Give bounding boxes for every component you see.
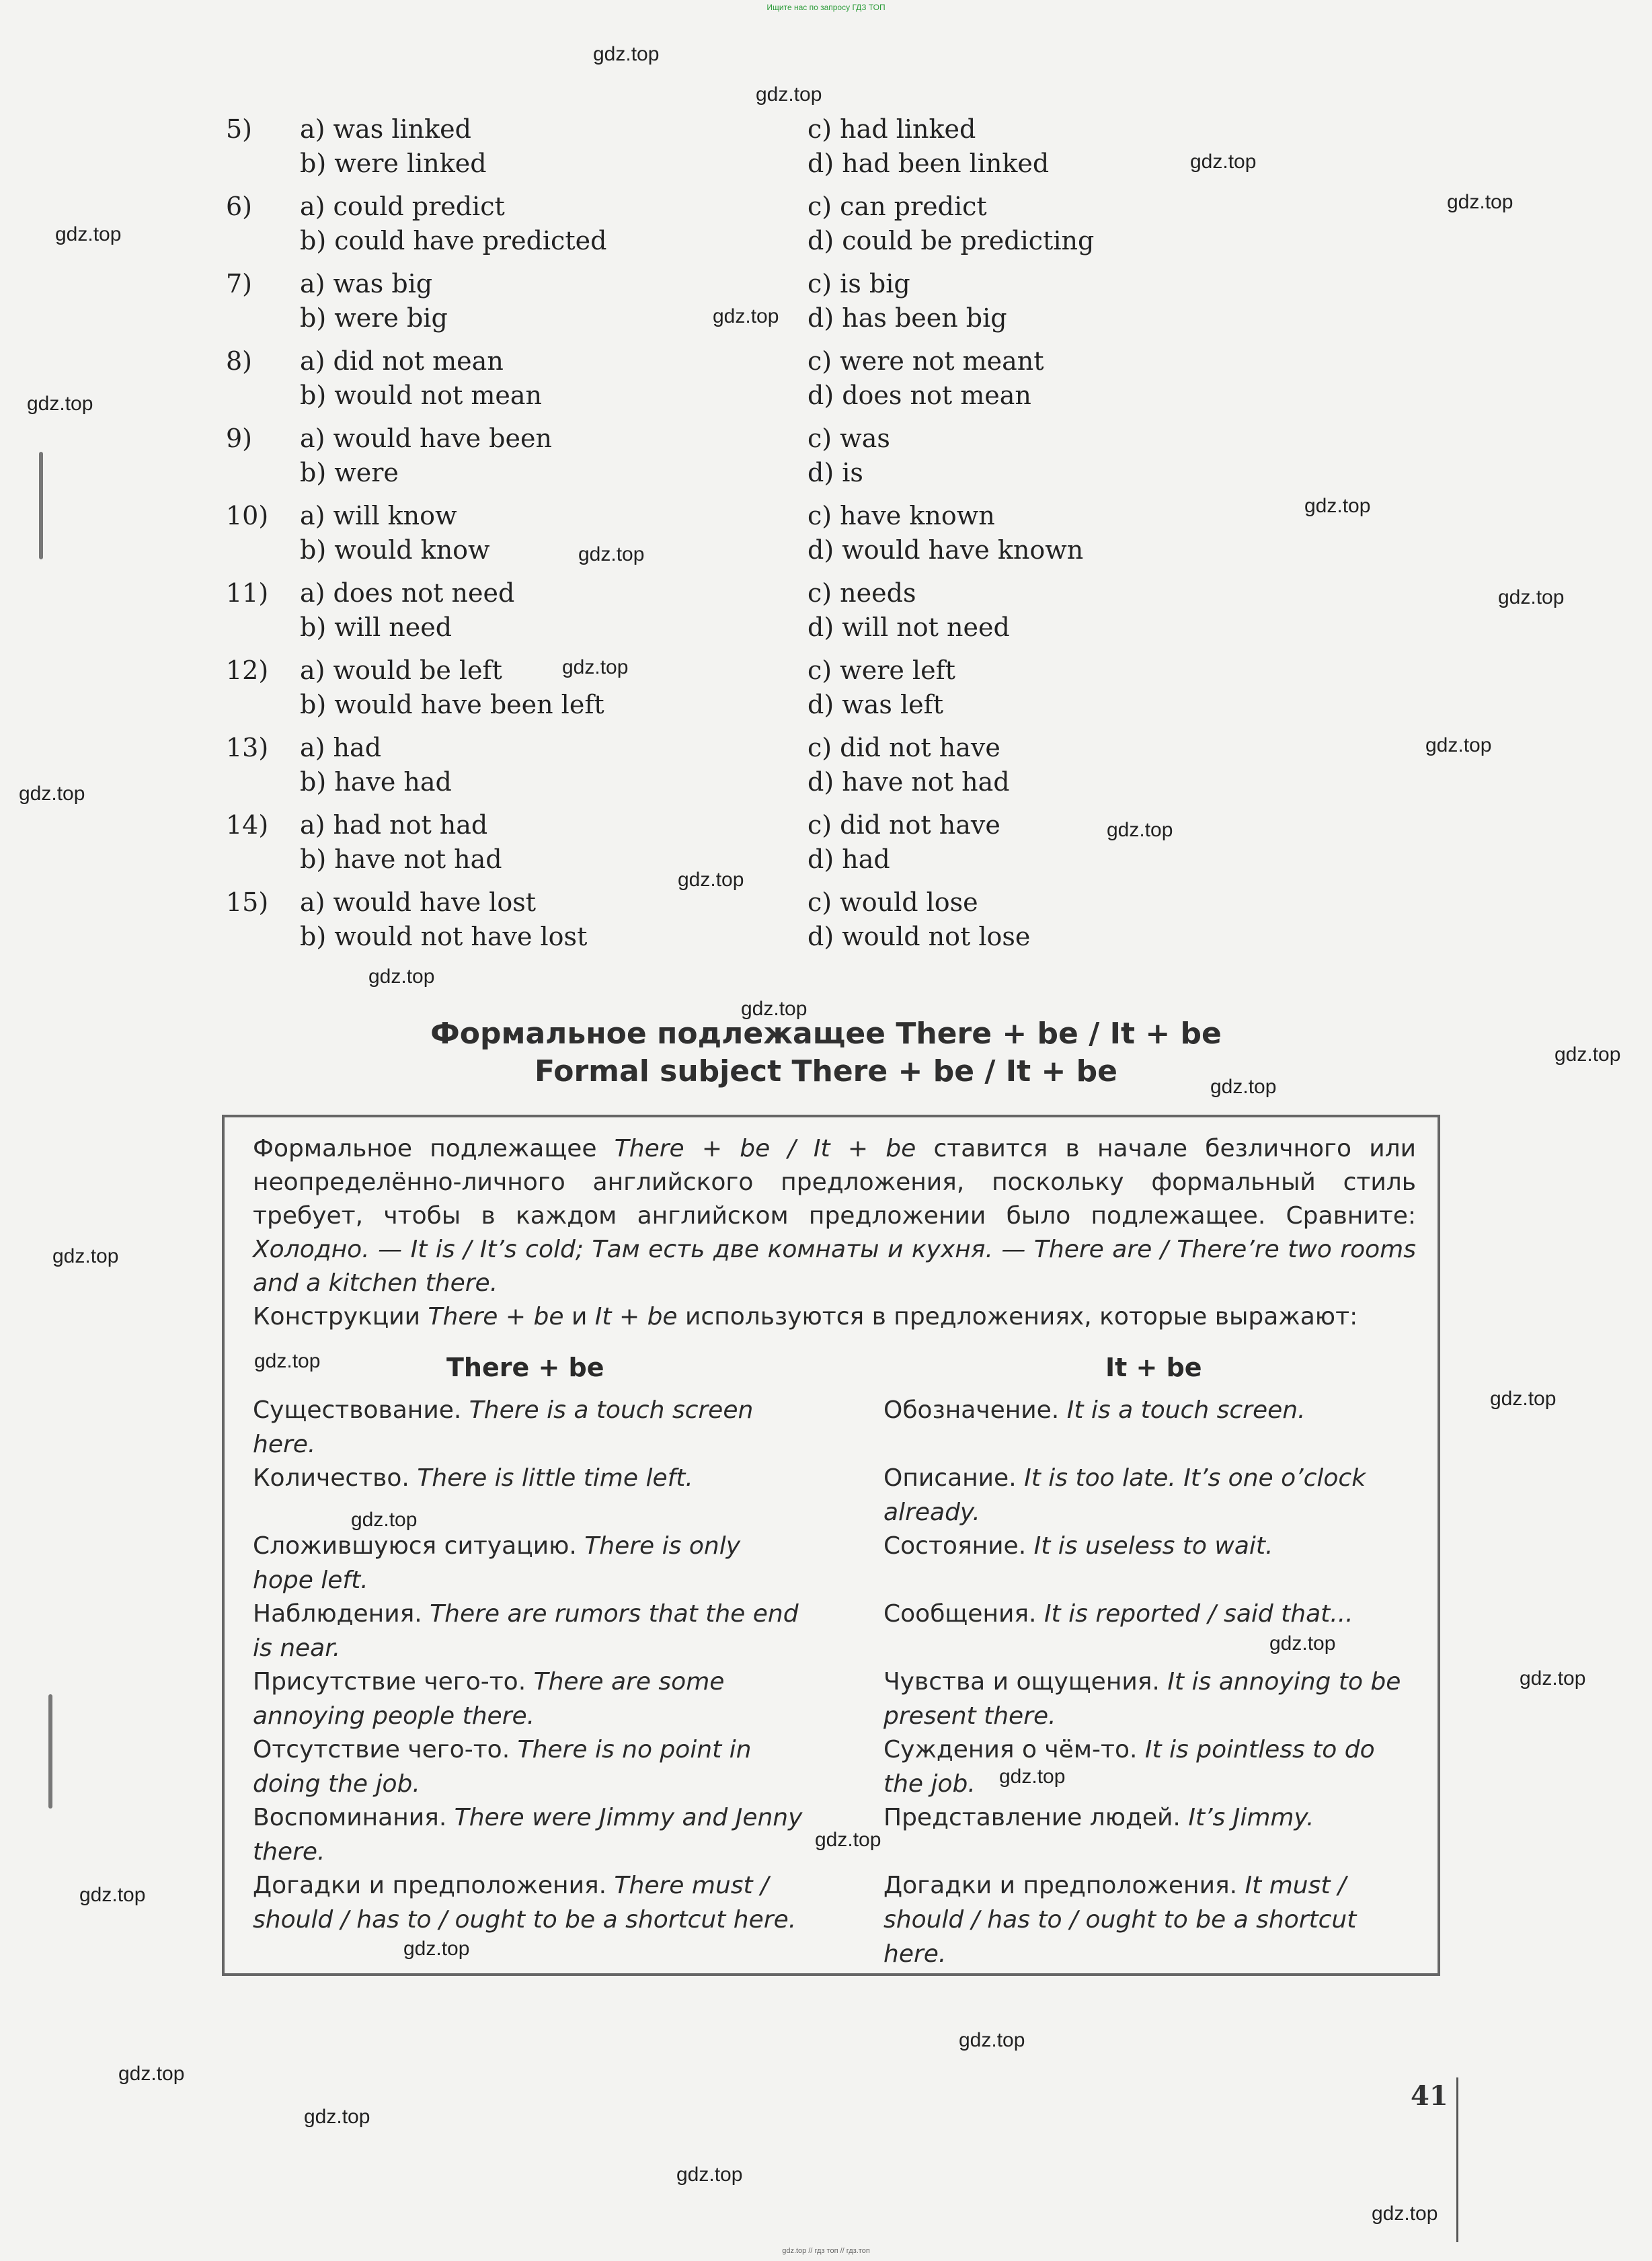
usage-example: There are rumors that the end is near.: [253, 1600, 799, 1662]
option-d: d) will not need: [808, 612, 1010, 642]
watermark-link[interactable]: gdz.top: [562, 656, 629, 678]
top-search-hint[interactable]: Ищите нас по запросу ГДЗ ТОП: [766, 3, 886, 12]
exercise-item: [226, 269, 1127, 346]
option-a: a) had: [300, 733, 382, 762]
option-c: c) have known: [808, 501, 995, 530]
watermark-link[interactable]: gdz.top: [676, 2164, 743, 2186]
usage-label: Представление людей.: [883, 1804, 1181, 1831]
row-left: [253, 1393, 804, 1462]
usage-label: Присутствие чего-то.: [253, 1668, 526, 1696]
section-heading-ru: Формальное подлежащее There + be / It + be: [430, 1017, 1222, 1051]
watermark-link[interactable]: gdz.top: [1107, 819, 1173, 841]
option-d: d) does not mean: [808, 381, 1031, 410]
item-number: 6): [226, 192, 253, 221]
option-b: b) would know: [300, 535, 490, 565]
option-d: d) is: [808, 458, 863, 487]
watermark-link[interactable]: gdz.top: [1520, 1667, 1586, 1690]
usage-label: Сообщения.: [883, 1600, 1037, 1628]
item-number: 5): [226, 114, 253, 144]
row-left: [253, 1665, 804, 1733]
usage-example: It is useless to wait.: [1033, 1532, 1273, 1560]
item-number: 15): [226, 887, 269, 917]
usage-example: It is too late. It’s one o’clock already.: [883, 1464, 1366, 1526]
intro-formula: It + be: [594, 1303, 678, 1331]
watermark-link[interactable]: gdz.top: [999, 1766, 1066, 1788]
option-a: a) was big: [300, 269, 433, 299]
watermark-link[interactable]: gdz.top: [368, 965, 435, 988]
option-a: a) does not need: [300, 578, 515, 608]
usage-label: Отсутствие чего-то.: [253, 1736, 510, 1763]
row-left: [253, 1529, 804, 1597]
option-a: a) will know: [300, 501, 457, 530]
row-left: [253, 1461, 804, 1495]
option-b: b) would have been left: [300, 690, 604, 719]
usage-label: Воспоминания.: [253, 1804, 447, 1831]
usage-label: Описание.: [883, 1464, 1017, 1492]
item-number: 8): [226, 346, 253, 376]
usage-label: Догадки и предположения.: [253, 1872, 607, 1899]
column-head-it-be: It + be: [1105, 1353, 1202, 1382]
intro-text: и: [563, 1303, 595, 1331]
usage-example: There is little time left.: [417, 1464, 693, 1492]
exercise-item: [226, 887, 1127, 965]
watermark-link[interactable]: gdz.top: [959, 2029, 1025, 2051]
watermark-link[interactable]: gdz.top: [1304, 495, 1371, 517]
option-b: b) have not had: [300, 844, 502, 874]
item-number: 11): [226, 578, 269, 608]
usage-label: Суждения о чём-то.: [883, 1736, 1138, 1763]
binding-staple-bottom: [48, 1694, 52, 1809]
option-d: d) could be predicting: [808, 226, 1095, 255]
page-number: 41: [1411, 2080, 1448, 2112]
usage-example: There is a touch screen here.: [253, 1396, 754, 1458]
option-b: b) were linked: [300, 149, 487, 178]
column-head-there-be: There + be: [446, 1353, 604, 1382]
option-c: c) did not have: [808, 810, 1000, 840]
row-left: [253, 1597, 804, 1665]
intro-text: ставится в начале безличного или неопределённо-личного английского предложения, поскольку формальный стиль требует, чтобы в каждом английском предложении было подлежащее. Сравните:: [253, 1135, 1416, 1230]
watermark-link[interactable]: gdz.top: [19, 783, 85, 805]
exercise-item: [226, 192, 1127, 269]
usage-label: Существование.: [253, 1396, 462, 1424]
watermark-link[interactable]: gdz.top: [1555, 1043, 1621, 1066]
exercise-item: [226, 114, 1127, 192]
intro-text: Формальное подлежащее: [253, 1135, 615, 1162]
row-right: [883, 1597, 1415, 1631]
intro-example: Холодно. — It is / It’s cold; Там есть две комнаты и кухня. — There are / There’re two rooms and a kitchen there.: [253, 1236, 1416, 1297]
watermark-link[interactable]: gdz.top: [27, 393, 93, 415]
option-c: c) did not have: [808, 733, 1000, 762]
watermark-link[interactable]: gdz.top: [756, 83, 822, 106]
exercise-item: [226, 501, 1127, 578]
usage-example: It is pointless to do the job.: [883, 1736, 1375, 1798]
option-a: a) had not had: [300, 810, 488, 840]
rule-intro-paragraph: [253, 1132, 1416, 1300]
option-c: c) would lose: [808, 887, 978, 917]
watermark-link[interactable]: gdz.top: [815, 1829, 881, 1851]
rule-intro-paragraph: [253, 1300, 1416, 1334]
option-d: d) would not lose: [808, 922, 1031, 951]
option-b: b) would not mean: [300, 381, 543, 410]
usage-label: Количество.: [253, 1464, 409, 1492]
row-left: [253, 1733, 804, 1801]
row-right: [883, 1868, 1415, 1971]
item-number: 14): [226, 810, 269, 840]
option-c: c) was: [808, 424, 890, 453]
exercise-item: [226, 346, 1127, 424]
watermark-link[interactable]: gdz.top: [403, 1938, 470, 1960]
option-c: c) needs: [808, 578, 916, 608]
option-a: a) would have lost: [300, 887, 536, 917]
row-left: [253, 1800, 804, 1869]
option-b: b) were: [300, 458, 399, 487]
row-right: [883, 1393, 1415, 1427]
exercise-item: [226, 578, 1127, 656]
option-b: b) will need: [300, 612, 453, 642]
option-c: c) is big: [808, 269, 910, 299]
option-d: d) had: [808, 844, 890, 874]
option-d: d) has been big: [808, 303, 1007, 333]
rule-intro: [253, 1132, 1416, 1334]
usage-example: It is a touch screen.: [1066, 1396, 1306, 1424]
option-a: a) was linked: [300, 114, 471, 144]
watermark-link[interactable]: gdz.top: [1372, 2203, 1438, 2225]
option-d: d) have not had: [808, 767, 1010, 797]
watermark-link[interactable]: gdz.top: [578, 543, 645, 565]
exercise-item: [226, 656, 1127, 733]
watermark-link[interactable]: gdz.top: [254, 1350, 321, 1372]
row-left: [253, 1868, 804, 1937]
intro-formula: There + be: [428, 1303, 564, 1331]
row-right: [883, 1665, 1415, 1733]
usage-example: There must / should / has to / ought to be a shortcut here.: [253, 1872, 797, 1934]
item-number: 13): [226, 733, 269, 762]
item-number: 9): [226, 424, 253, 453]
watermark-link[interactable]: gdz.top: [118, 2063, 185, 2085]
intro-formula: There + be / It + be: [614, 1135, 916, 1162]
option-c: c) were left: [808, 656, 955, 685]
bottom-site-links[interactable]: gdz.top // гдз топ // гдз.топ: [782, 2247, 870, 2255]
usage-label: Состояние.: [883, 1532, 1027, 1560]
option-d: d) was left: [808, 690, 943, 719]
page-edge-rule: [1456, 2077, 1458, 2242]
usage-example: It must / should / has to / ought to be a shortcut here.: [883, 1872, 1357, 1968]
watermark-link[interactable]: gdz.top: [55, 223, 122, 245]
watermark-link[interactable]: gdz.top: [79, 1884, 146, 1906]
watermark-link[interactable]: gdz.top: [741, 998, 808, 1020]
usage-label: Чувства и ощущения.: [883, 1668, 1160, 1696]
option-a: a) could predict: [300, 192, 505, 221]
watermark-link[interactable]: gdz.top: [1498, 586, 1565, 608]
watermark-link[interactable]: gdz.top: [1490, 1388, 1557, 1410]
watermark-link[interactable]: gdz.top: [1190, 151, 1257, 173]
section-heading-en: Formal subject There + be / It + be: [534, 1054, 1118, 1088]
watermark-link[interactable]: gdz.top: [351, 1509, 418, 1531]
exercise-item: [226, 424, 1127, 501]
usage-label: Сложившуюся ситуацию.: [253, 1532, 577, 1560]
watermark-link[interactable]: gdz.top: [678, 869, 744, 891]
exercise-item: [226, 733, 1127, 810]
usage-label: Наблюдения.: [253, 1600, 422, 1628]
watermark-link[interactable]: gdz.top: [1269, 1632, 1336, 1655]
option-d: d) would have known: [808, 535, 1084, 565]
usage-example: It is reported / said that...: [1044, 1600, 1353, 1628]
row-right: [883, 1733, 1415, 1801]
usage-example: There are some annoying people there.: [253, 1668, 725, 1730]
option-a: a) did not mean: [300, 346, 504, 376]
watermark-link[interactable]: gdz.top: [1210, 1076, 1277, 1098]
item-number: 10): [226, 501, 269, 530]
watermark-link[interactable]: gdz.top: [593, 43, 660, 65]
watermark-link[interactable]: gdz.top: [1425, 734, 1492, 756]
option-b: b) have had: [300, 767, 452, 797]
exercise-item: [226, 810, 1127, 887]
option-d: d) had been linked: [808, 149, 1050, 178]
watermark-link[interactable]: gdz.top: [713, 305, 779, 327]
usage-example: It is annoying to be present there.: [883, 1668, 1401, 1730]
watermark-link[interactable]: gdz.top: [1447, 191, 1513, 213]
option-b: b) were big: [300, 303, 448, 333]
usage-label: Обозначение.: [883, 1396, 1060, 1424]
watermark-link[interactable]: gdz.top: [52, 1245, 119, 1267]
usage-example: It’s Jimmy.: [1188, 1804, 1314, 1831]
exercise-options: [226, 114, 1127, 965]
option-a: a) would have been: [300, 424, 552, 453]
item-number: 12): [226, 656, 269, 685]
usage-label: Догадки и предположения.: [883, 1872, 1238, 1899]
watermark-link[interactable]: gdz.top: [304, 2106, 370, 2128]
usage-example: There is no point in doing the job.: [253, 1736, 752, 1798]
option-b: b) could have predicted: [300, 226, 607, 255]
intro-text: Конструкции: [253, 1303, 428, 1331]
intro-text: используются в предложениях, которые выражают:: [677, 1303, 1358, 1331]
option-c: c) can predict: [808, 192, 987, 221]
row-right: [883, 1461, 1415, 1530]
option-a: a) would be left: [300, 656, 502, 685]
binding-staple-top: [39, 452, 43, 559]
item-number: 7): [226, 269, 253, 299]
usage-example: There were Jimmy and Jenny there.: [253, 1804, 803, 1866]
option-b: b) would not have lost: [300, 922, 588, 951]
option-c: c) were not meant: [808, 346, 1044, 376]
row-right: [883, 1529, 1415, 1563]
usage-example: There is only hope left.: [253, 1532, 740, 1594]
option-c: c) had linked: [808, 114, 976, 144]
row-right: [883, 1800, 1415, 1835]
